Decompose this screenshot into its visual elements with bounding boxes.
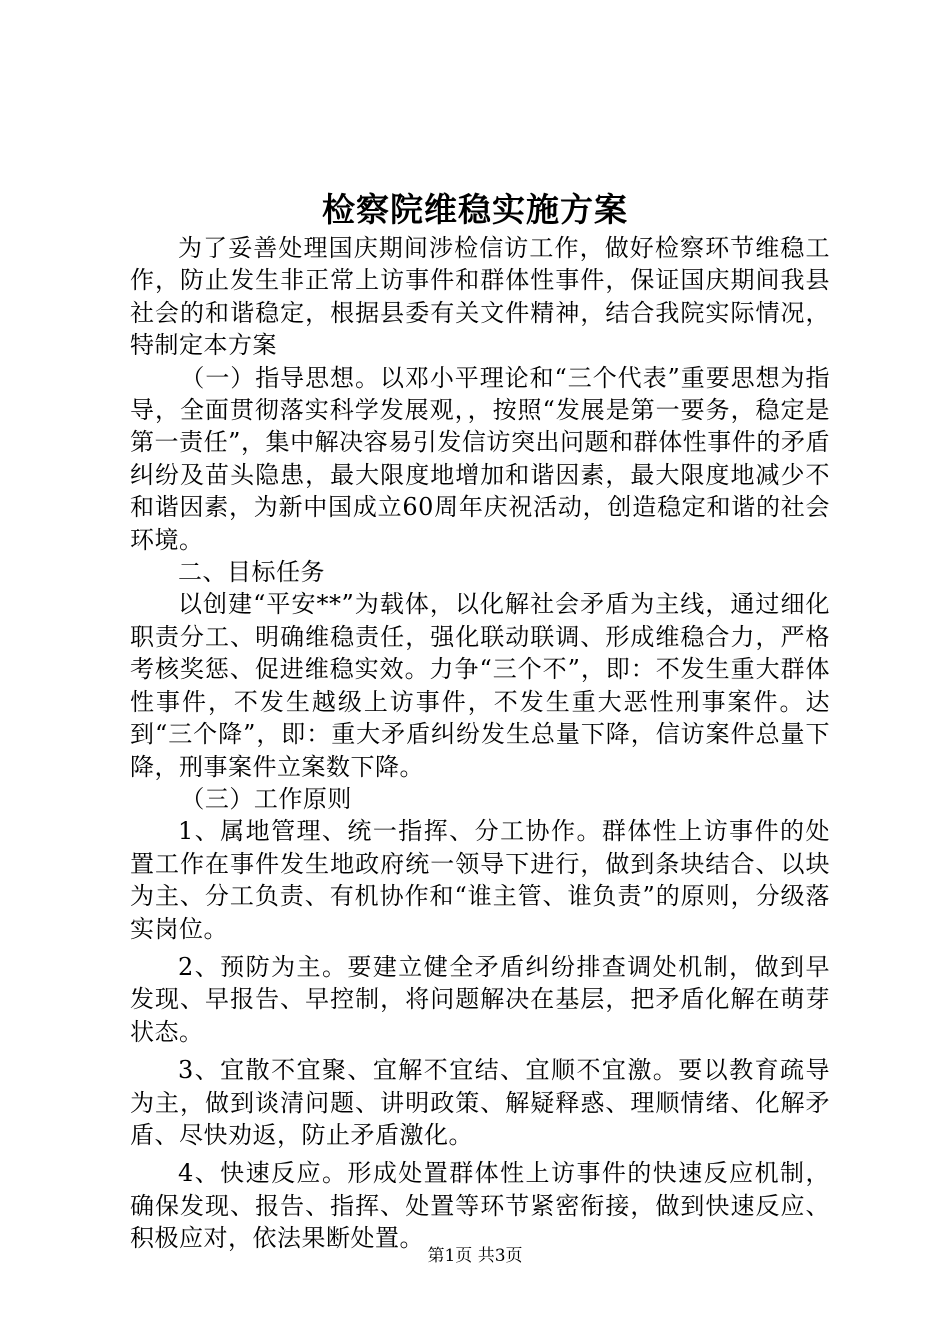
intro-paragraph: 为了妥善处理国庆期间涉检信访工作，做好检察环节维稳工作，防止发生非正常上访事件和群体性事件，保证国庆期间我县社会的和谐稳定，根据县委有关文件精神，结合我院实际情况，特制定本方案 xyxy=(130,234,830,360)
page-footer: 第1页 共3页 xyxy=(427,1246,523,1266)
principle-4-paragraph: 4、快速反应。形成处置群体性上访事件的快速反应机制，确保发现、报告、指挥、处置等环节紧密衔接，做到快速反应、积极应对，依法果断处置。 xyxy=(130,1159,830,1253)
principle-2-paragraph: 2、预防为主。要建立健全矛盾纠纷排查调处机制，做到早发现、早报告、早控制，将问题解决在基层，把矛盾化解在萌芽状态。 xyxy=(130,952,830,1046)
guiding-thought-paragraph: （一）指导思想。以邓小平理论和“三个代表”重要思想为指导，全面贯彻落实科学发展观，，按照“发展是第一要务，稳定是第一责任”，集中解决容易引发信访突出问题和群体性事件的矛盾纠纷及苗头隐患，最大限度地增加和谐因素，最大限度地减少不和谐因素，为新中国成立60周年庆祝活动，创造稳定和谐的社会环境。 xyxy=(130,363,830,554)
section-heading-principles: （三）工作原则 xyxy=(180,784,352,813)
document-title: 检察院维稳实施方案 xyxy=(322,190,628,229)
document-body xyxy=(130,232,830,1255)
principle-3-paragraph: 3、宜散不宜聚、宜解不宜结、宜顺不宜激。要以教育疏导为主，做到谈清问题、讲明政策、解疑释惑、理顺情绪、化解矛盾、尽快劝返，防止矛盾激化。 xyxy=(130,1056,830,1149)
section-heading-goals: 二、目标任务 xyxy=(178,558,325,587)
principle-1-paragraph: 1、属地管理、统一指挥、分工协作。群体性上访事件的处置工作在事件发生地政府统一领导下进行，做到条块结合、以块为主、分工负责、有机协作和“谁主管、谁负责”的原则，分级落实岗位。 xyxy=(130,817,830,943)
goals-paragraph: 以创建“平安**”为载体，以化解社会矛盾为主线，通过细化职责分工、明确维稳责任，强化联动联调、形成维稳合力，严格考核奖惩、促进维稳实效。力争“三个不”，即：不发生重大群体性事件，不发生越级上访事件，不发生重大恶性刑事案件。达到“三个降”，即：重大矛盾纠纷发生总量下降，信访案件总量下降，刑事案件立案数下降。 xyxy=(130,590,830,781)
